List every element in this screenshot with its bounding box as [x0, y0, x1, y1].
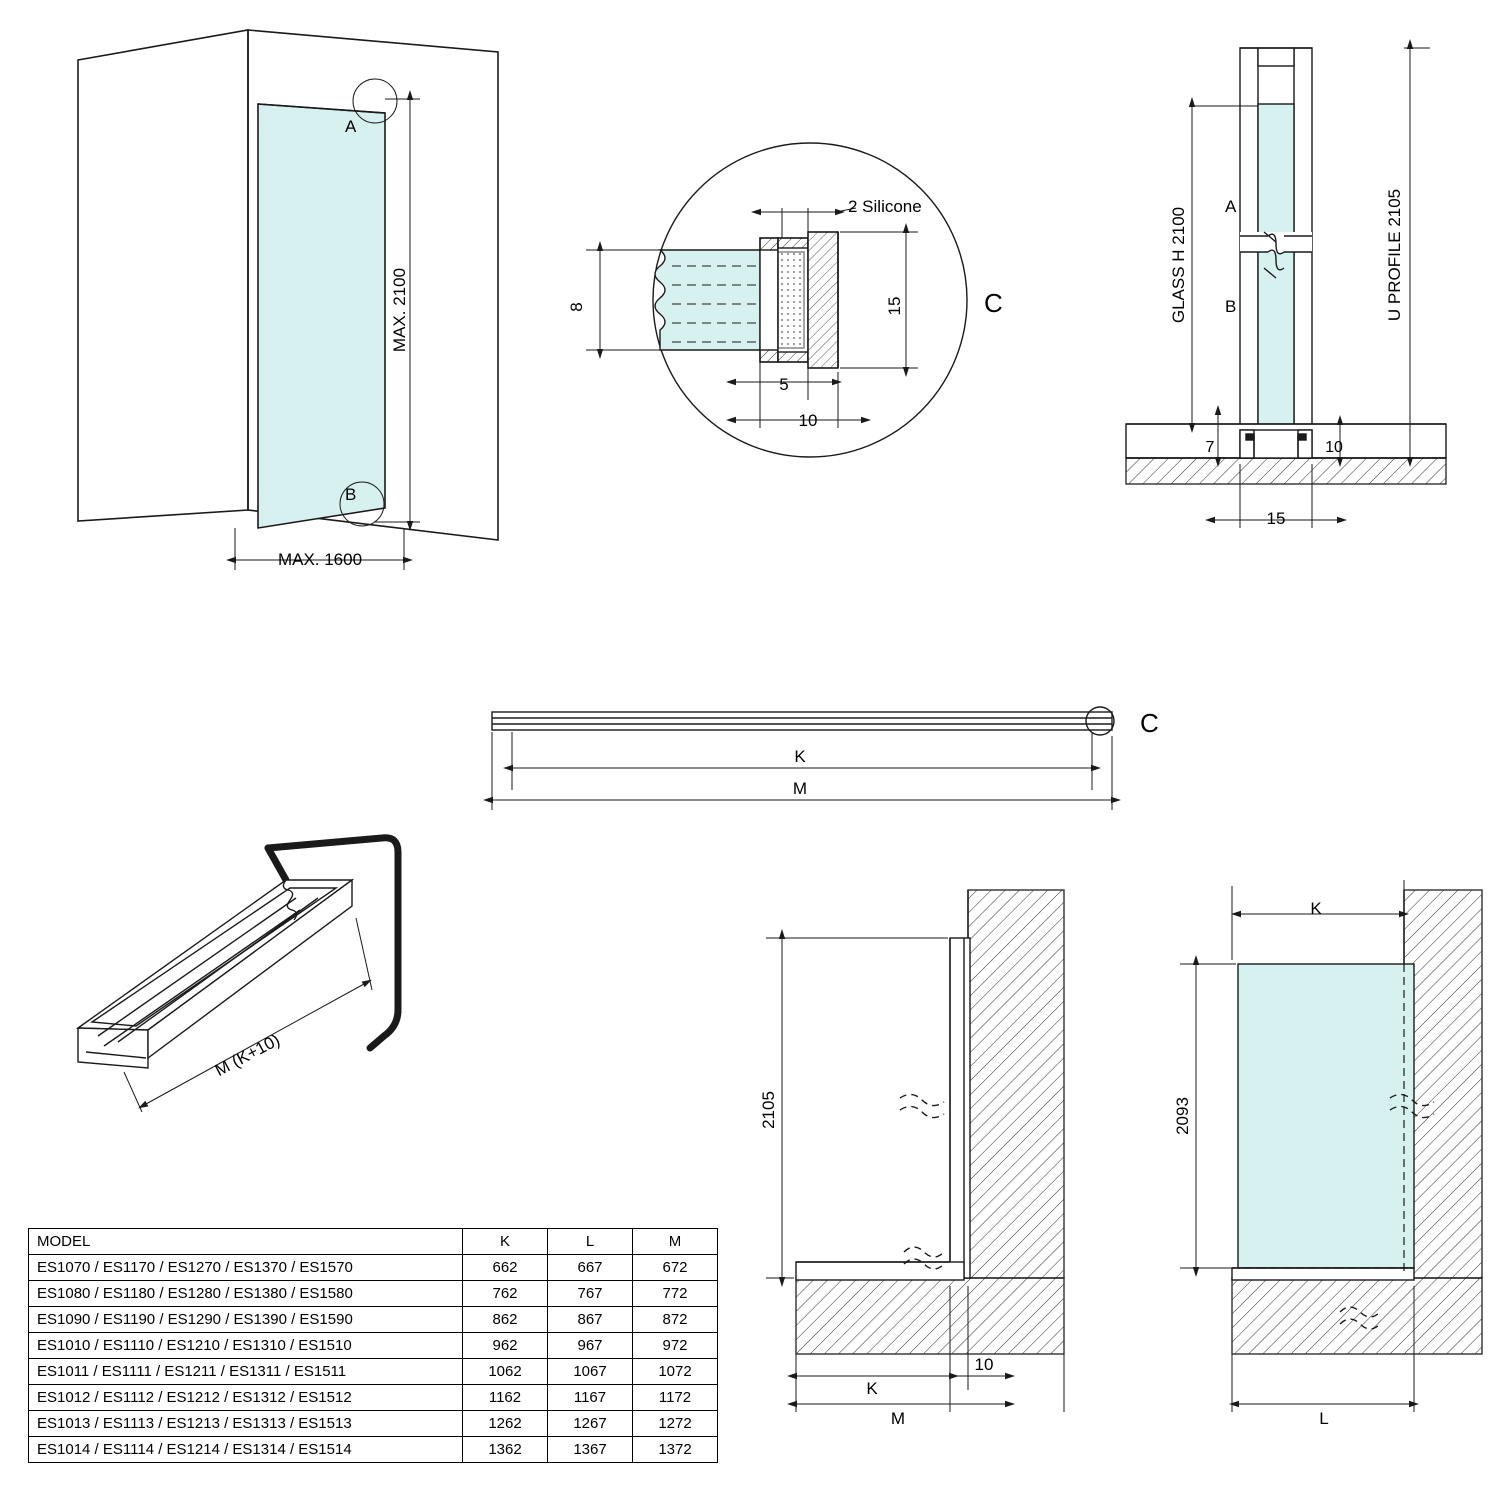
dim-10: 10 [798, 411, 818, 430]
cell-k: 1262 [463, 1411, 548, 1437]
cell-l: 1167 [548, 1385, 633, 1411]
dim-m-wall: M [890, 1409, 906, 1428]
callout-c-bar: C [1140, 708, 1159, 738]
model-dimensions-table [28, 1228, 718, 1463]
dim-max-2100: MAX. 2100 [390, 267, 409, 353]
th-l: L [548, 1229, 633, 1255]
label-glass-h-2100: GLASS H 2100 [1169, 206, 1188, 324]
table-row [29, 1281, 718, 1307]
label-a-view1: A [345, 117, 357, 136]
cell-k: 1362 [463, 1437, 548, 1463]
table-header-row [29, 1229, 718, 1255]
label-2-silicone: 2 Silicone [848, 197, 922, 216]
th-model: MODEL [29, 1229, 463, 1255]
table-row [29, 1359, 718, 1385]
table-row [29, 1385, 718, 1411]
dim-2093-glass: 2093 [1173, 1097, 1192, 1135]
cell-model: ES1080 / ES1180 / ES1280 / ES1380 / ES1580 [29, 1281, 463, 1307]
cell-m: 1172 [633, 1385, 718, 1411]
wall-section-view [796, 890, 1064, 1354]
th-k: K [463, 1229, 548, 1255]
table-row [29, 1307, 718, 1333]
cell-model: ES1070 / ES1170 / ES1270 / ES1370 / ES1570 [29, 1255, 463, 1281]
cell-k: 962 [463, 1333, 548, 1359]
label-u-profile-2105: U PROFILE 2105 [1385, 188, 1404, 322]
cell-k: 662 [463, 1255, 548, 1281]
cell-l: 1367 [548, 1437, 633, 1463]
dim-k-bar: K [794, 747, 806, 766]
cell-model: ES1014 / ES1114 / ES1214 / ES1314 / ES1514 [29, 1437, 463, 1463]
cell-m: 672 [633, 1255, 718, 1281]
cell-model: ES1090 / ES1190 / ES1290 / ES1390 / ES1590 [29, 1307, 463, 1333]
dim-5: 5 [779, 375, 789, 394]
dim-profile-15: 15 [885, 296, 904, 316]
dim-m-bar: M [792, 779, 808, 798]
cell-m: 1372 [633, 1437, 718, 1463]
dim-10-wall: 10 [974, 1355, 994, 1374]
view-wall-panel [78, 30, 498, 540]
cell-m: 772 [633, 1281, 718, 1307]
cell-m: 972 [633, 1333, 718, 1359]
dim-max-1600: MAX. 1600 [277, 550, 363, 569]
table-row [29, 1437, 718, 1463]
dim-10-base: 10 [1325, 439, 1343, 456]
cell-l: 1267 [548, 1411, 633, 1437]
cell-m: 1272 [633, 1411, 718, 1437]
table-row [29, 1255, 718, 1281]
cell-k: 862 [463, 1307, 548, 1333]
cell-k: 1162 [463, 1385, 548, 1411]
dim-k-wall: K [866, 1379, 878, 1398]
label-a-section: A [1225, 197, 1237, 216]
cell-model: ES1011 / ES1111 / ES1211 / ES1311 / ES1511 [29, 1359, 463, 1385]
label-b-view1: B [345, 485, 357, 504]
table-row [29, 1411, 718, 1437]
dim-glass-8: 8 [567, 302, 586, 312]
table-row [29, 1333, 718, 1359]
dim-k-glass: K [1310, 899, 1322, 918]
cell-l: 867 [548, 1307, 633, 1333]
cell-model: ES1010 / ES1110 / ES1210 / ES1310 / ES1510 [29, 1333, 463, 1359]
cell-l: 767 [548, 1281, 633, 1307]
cell-model: ES1012 / ES1112 / ES1212 / ES1312 / ES1512 [29, 1385, 463, 1411]
dim-l-glass: L [1319, 1409, 1329, 1428]
callout-c-detail: C [984, 288, 1003, 318]
profile-isometric [78, 838, 398, 1068]
profile-bar-dimensions [492, 732, 1112, 810]
cell-l: 1067 [548, 1359, 633, 1385]
dim-7: 7 [1205, 439, 1215, 456]
cell-k: 762 [463, 1281, 548, 1307]
cell-l: 667 [548, 1255, 633, 1281]
cell-m: 872 [633, 1307, 718, 1333]
cell-model: ES1013 / ES1113 / ES1213 / ES1313 / ES1513 [29, 1411, 463, 1437]
glass-section-view [1232, 890, 1482, 1354]
detail-c-geometry [655, 232, 838, 368]
profile-bar-view [492, 707, 1114, 735]
cell-l: 967 [548, 1333, 633, 1359]
label-m-k-plus-10: M (K+10) [211, 1030, 283, 1081]
dim-15-base: 15 [1266, 509, 1286, 528]
cell-m: 1072 [633, 1359, 718, 1385]
th-m: M [633, 1229, 718, 1255]
cell-k: 1062 [463, 1359, 548, 1385]
label-b-section: B [1225, 297, 1237, 316]
dim-2105-wall: 2105 [759, 1091, 778, 1129]
